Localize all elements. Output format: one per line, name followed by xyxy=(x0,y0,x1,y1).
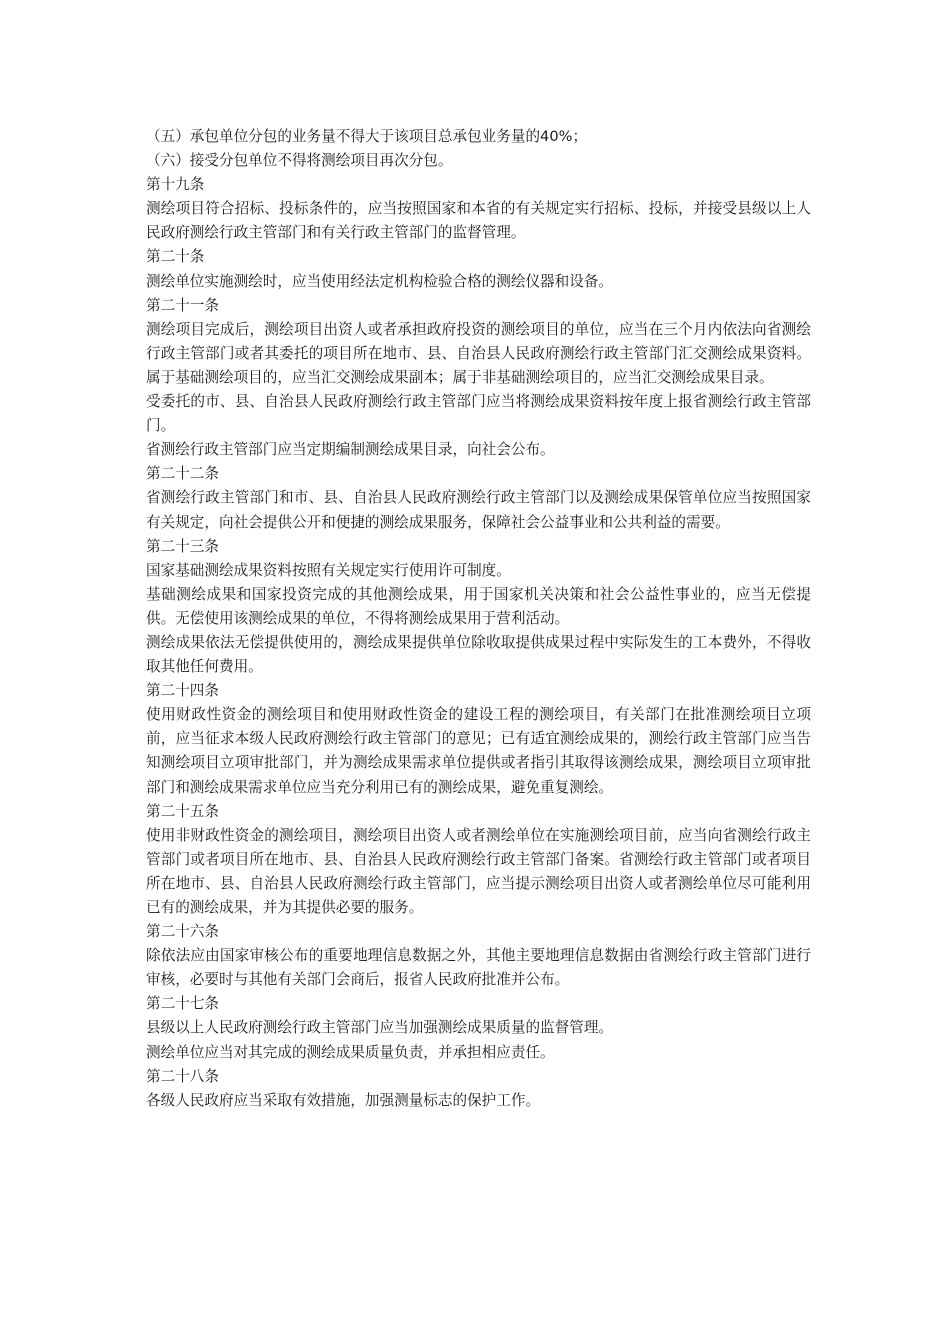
paragraph: 测绘项目完成后，测绘项目出资人或者承担政府投资的测绘项目的单位，应当在三个月内依法向省测绘行政主管部门或者其委托的项目所在地市、县、自治县人民政府测绘行政主管部门汇交测绘成果资料。属于基础测绘项目的，应当汇交测绘成果副本；属于非基础测绘项目的，应当汇交测绘成果目录。 xyxy=(146,320,811,386)
article-heading: 第二十六条 xyxy=(146,923,219,941)
paragraph: 测绘成果依法无偿提供使用的，测绘成果提供单位除收取提供成果过程中实际发生的工本费外，不得收取其他任何费用。 xyxy=(146,633,811,676)
article-heading: 第二十八条 xyxy=(146,1067,219,1085)
paragraph: 除依法应由国家审核公布的重要地理信息数据之外，其他主要地理信息数据由省测绘行政主管部门进行审核，必要时与其他有关部门会商后，报省人民政府批准并公布。 xyxy=(146,947,811,989)
paragraph: 省测绘行政主管部门和市、县、自治县人民政府测绘行政主管部门以及测绘成果保管单位应当按照国家有关规定，向社会提供公开和便捷的测绘成果服务，保障社会公益事业和公共利益的需要。 xyxy=(146,489,811,531)
paragraph: （五）承包单位分包的业务量不得大于该项目总承包业务量的40%； xyxy=(146,128,588,145)
article-heading: 第二十四条 xyxy=(146,682,219,700)
article-heading: 第二十一条 xyxy=(146,296,219,314)
article-heading: 第二十五条 xyxy=(146,802,219,820)
paragraph: 使用非财政性资金的测绘项目，测绘项目出资人或者测绘单位在实施测绘项目前，应当向省测绘行政主管部门或者项目所在地市、县、自治县人民政府测绘行政主管部门备案。省测绘行政主管部门或者项目所在地市、县、自治县人民政府测绘行政主管部门，应当提示测绘项目出资人或者测绘单位尽可能利用已有的测绘成果，并为其提供必要的服务。 xyxy=(146,826,811,916)
paragraph: 省测绘行政主管部门应当定期编制测绘成果目录，向社会公布。 xyxy=(146,441,555,459)
article-heading: 第二十七条 xyxy=(146,995,219,1013)
paragraph: （六）接受分包单位不得将测绘项目再次分包。 xyxy=(146,152,453,170)
paragraph: 各级人民政府应当采取有效措施，加强测量标志的保护工作。 xyxy=(146,1091,541,1109)
article-heading: 第二十三条 xyxy=(146,537,219,555)
article-heading: 第二十二条 xyxy=(146,465,219,483)
paragraph: 测绘单位实施测绘时，应当使用经法定机构检验合格的测绘仪器和设备。 xyxy=(146,272,614,290)
paragraph: 使用财政性资金的测绘项目和使用财政性资金的建设工程的测绘项目，有关部门在批准测绘项目立项前，应当征求本级人民政府测绘行政主管部门的意见；已有适宜测绘成果的，测绘行政主管部门应当告知测绘项目立项审批部门，并为测绘成果需求单位提供或者指引其取得该测绘成果，测绘项目立项审批部门和测绘成果需求单位应当充分利用已有的测绘成果，避免重复测绘。 xyxy=(146,706,811,796)
document-body xyxy=(146,125,811,1113)
paragraph: 基础测绘成果和国家投资完成的其他测绘成果，用于国家机关决策和社会公益性事业的，应当无偿提供。无偿使用该测绘成果的单位，不得将测绘成果用于营利活动。 xyxy=(146,585,811,627)
paragraph: 国家基础测绘成果资料按照有关规定实行使用许可制度。 xyxy=(146,561,511,579)
paragraph: 测绘单位应当对其完成的测绘成果质量负责，并承担相应责任。 xyxy=(146,1043,555,1061)
paragraph: 县级以上人民政府测绘行政主管部门应当加强测绘成果质量的监督管理。 xyxy=(146,1019,614,1037)
paragraph: 受委托的市、县、自治县人民政府测绘行政主管部门应当将测绘成果资料按年度上报省测绘行政主管部门。 xyxy=(146,393,811,435)
article-heading: 第十九条 xyxy=(146,176,205,194)
paragraph: 测绘项目符合招标、投标条件的，应当按照国家和本省的有关规定实行招标、投标，并接受县级以上人民政府测绘行政主管部门和有关行政主管部门的监督管理。 xyxy=(146,200,811,242)
article-heading: 第二十条 xyxy=(146,248,205,266)
